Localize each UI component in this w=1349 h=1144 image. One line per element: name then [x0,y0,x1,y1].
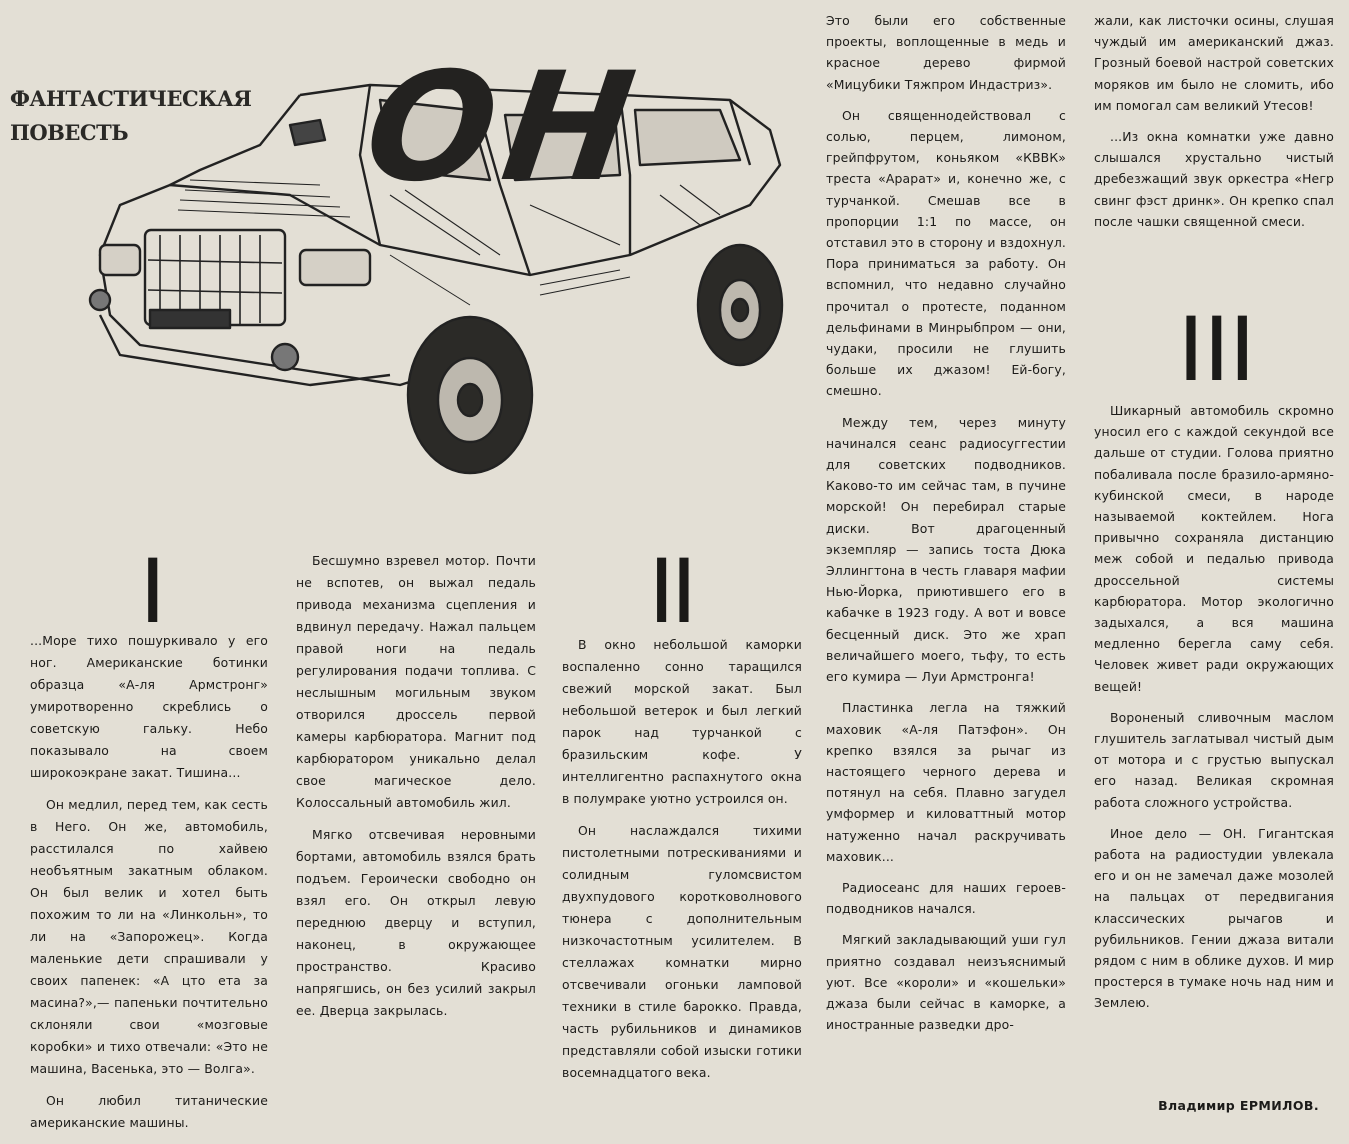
column-3 [562,634,802,1094]
column-1 [30,630,268,1144]
column-5-paragraph-5: Иное дело — ОН. Гигантская работа на радиостудии увлекала его и он не замечал даже мозолей на пальцах от передвигания классических рычагов и рубильников. Гении джаза витали рядом с ним в облике духов. И мир простерся в тумаке ночь над ним и Землею. [1094,825,1334,1011]
column-3-paragraph-1: В окно небольшой каморки воспаленно сонно таращился свежий морской закат. Был небольшой ветерок и был легкий парок над турчанкой с бразильским кофе. У интеллигентно распахнутого окна в полумраке уютно устроился он. [562,637,802,806]
chapter-numeral-3: III [1182,298,1260,401]
column-4-paragraph-1: Это были его собственные проекты, воплощенные в медь и красное дерево фирмой «Мицубики Тяжпром Индастриз». [826,13,1066,92]
chapter-numeral-1: I [143,540,167,643]
column-5-paragraph-1: жали, как листочки осины, слушая чуждый им американский джаз. Грозный боевой настрой советских моряков им было не сломить, ибо им помогал сам великий Утесов! [1094,13,1334,113]
author-signature: Владимир ЕРМИЛОВ. [1158,1098,1319,1113]
headline: ОН [355,41,654,215]
chapter-numeral-2: II [652,540,698,643]
column-2-paragraph-1: Бесшумно взревел мотор. Почти не вспотев, он выжал педаль привода механизма сцепления и вдвинул передачу. Нажал пальцем правой ноги на педаль регулирования подачи топлива. С неслышным могильным звуком отворился дроссель первой камеры карбюратора. Магнит под карбюратором уникально делал свое магическое дело. Колоссальный автомобиль жил. [296,553,536,810]
column-1-paragraph-1: ...Море тихо пошуркивало у его ног. Американские ботинки образца «А-ля Армстронг» умиротворенно скреблись о советскую гальку. Небо показывало на своем широкоэкране закат. Тишина... [30,633,268,780]
column-3-paragraph-2: Он наслаждался тихими пистолетными потрескиваниями и солидным гуломсвистом двухпудового коротковолнового тюнера с дополнительным низкочастотным усилителем. В стеллажах комнатки мирно отсвечивали огоньки ламповой техники в стиле барокко. Правда, часть рубильников и динамиков представляли собой изыски готики восемнадцатого века. [562,823,802,1080]
kicker-line-2: ПОВЕСТЬ [10,120,129,145]
column-5 [1094,10,1334,242]
column-4-paragraph-2: Он священнодействовал с солью, перцем, лимоном, грейпфрутом, коньяком «КВВК» треста «Арарат» и, конечно же, с турчанкой. Смешав все в пропорции 1:1 по массе, он отставил это в сторону и вздохнул. Пора приниматься за работу. Он вспомнил, что недавно случайно прочитал о протесте, поданном дельфинами в Минрыбпром — они, чудаки, просили не глушить больше их джазом! Ей-богу, смешно. [826,107,1066,399]
column-4-paragraph-6: Мягкий закладывающий уши гул приятно создавал неизъяснимый уют. Все «короли» и «кошельки» джаза были сейчас в каморке, а иностранные разведки дро- [826,932,1066,1033]
kicker-line-1: ФАНТАСТИЧЕСКАЯ [10,86,252,111]
column-5-lower [1094,400,1334,1024]
column-2 [296,550,536,1032]
column-4 [826,10,1066,1045]
column-4-paragraph-5: Радиосеанс для наших героев-подводников начался. [826,879,1066,917]
column-4-paragraph-3: Между тем, через минуту начинался сеанс радиосуггестии для советских подводников. Каково-то им сейчас там, в пучине морской! Он перебирал старые диски. Вот драгоценный экземпляр — запись тоста Дюка Эллингтона в честь главаря мафии Нью-Йорка, приютившего его в кабачке в 1923 году. А вот и вовсе бесценный диск. Это же храп величайшего моего, тьфу, то есть его кумира — Луи Армстронга! [826,414,1066,685]
column-5-paragraph-4: Вороненый сливочным маслом глушитель заглатывал чистый дым от мотора и с грустью выпускал его назад. Великая скромная работа сложного устройства. [1094,709,1334,810]
column-4-paragraph-4: Пластинка легла на тяжкий маховик «А-ля Патэфон». Он крепко взялся за рычаг из настоящего черного дерева и потянул на себя. Плавно загудел умформер и киловаттный мотор натуженно начал раскручивать маховик... [826,700,1066,864]
column-5-paragraph-3: Шикарный автомобиль скромно уносил его с каждой секундой все дальше от студии. Голова приятно побаливала после бразило-армяно-кубинской смеси, в народе называемой коктейлем. Нога привычно сохраняла дистанцию меж собой и педалью привода дроссельной системы карбюратора. Мотор экологично задыхался, а вся машина медленно берегла саму себя. Человек живет ради окружающих вещей! [1094,403,1334,694]
column-1-paragraph-3: Он любил титанические американские машины. [30,1093,268,1130]
column-5-paragraph-2: ...Из окна комнатки уже давно слышался хрустально чистый дребезжащий звук оркестра «Негр свинг фэст дринк». Он крепко спал после чашки священной смеси. [1094,129,1334,229]
column-2-paragraph-2: Мягко отсвечивая неровными бортами, автомобиль взялся брать подъем. Героически свободно он взял его. Он открыл левую переднюю дверцу и вступил, наконец, в окружающее пространство. Красиво напрягшись, он без усилий закрыл ее. Дверца закрылась. [296,827,536,1018]
column-1-paragraph-2: Он медлил, перед тем, как сесть в Него. Он же, автомобиль, расстилался по хайвею необъятным закатным облаком. Он был велик и хотел быть похожим то ли на «Линкольн», то ли на «Запорожец». Когда маленькие дети спрашивали у своих папенек: «А цто ета за масина?»,— папеньки почтительно склоняли свои «мозговые коробки» и тихо отвечали: «Это не машина, Васенька, это — Волга». [30,797,268,1076]
